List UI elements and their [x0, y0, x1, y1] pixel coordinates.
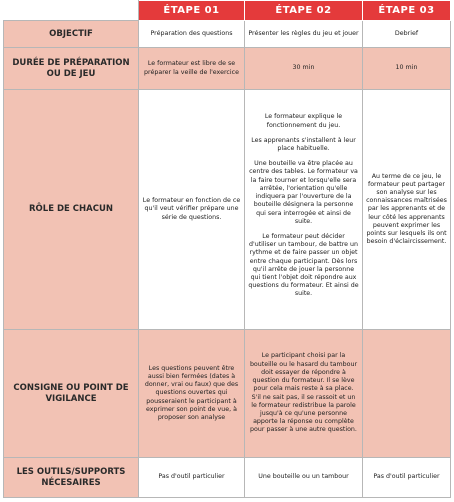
training-game-table [3, 0, 451, 498]
row-objectif [4, 21, 451, 48]
role-etape-02-paragraph-4: Le formateur peut décider d'utiliser un tambour, de battre un rythme et de faire passer un objet entre chaque participant. Dès lors qu'il arrête de jouer la personne qui tient l'objet doit répondre aux questions du formateur. Et ainsi de suite. [248, 232, 359, 298]
cell-role-etape-01: Le formateur en fonction de ce qu'il veut vérifier prépare une série de questions. [139, 90, 245, 330]
header-etape-03: ÉTAPE 03 [363, 1, 451, 21]
role-etape-02-paragraph-3: Une bouteille va être placée au centre des tables. Le formateur va la faire tourner et lorsqu'elle sera arrêtée, l'orientation qu'elle indiquera par l'ouverture de la bouteille désignera la personne qui sera interrogée et ainsi de suite. [249, 160, 358, 225]
cell-duree-etape-02: 30 min [245, 48, 363, 90]
cell-outils-etape-03: Pas d'outil particulier [363, 458, 451, 498]
cell-objectif-etape-02: Présenter les règles du jeu et jouer [245, 21, 363, 48]
cell-role-etape-03: Au terme de ce jeu, le formateur peut partager son analyse sur les connaissances maîtrisées par les apprenants et de leur côté les apprenants peuvent exprimer les points sur lesquels ils ont besoin d'éclaircissement. [363, 90, 451, 330]
cell-consigne-etape-03 [363, 330, 451, 458]
cell-consigne-etape-01: Les questions peuvent être aussi bien fermées (dates à donner, vrai ou faux) que des questions ouvertes qui pousseraient le participant à exprimer son point de vue, à proposer son analyse [139, 330, 245, 458]
role-etape-02-paragraph-2: Les apprenants s'installent à leur place habituelle. [251, 136, 356, 153]
row-label-duree: DURÉE DE PRÉPARATION OU DE JEU [4, 48, 139, 90]
cell-duree-etape-01: Le formateur est libre de se préparer la veille de l'exercice [139, 48, 245, 90]
row-consigne [4, 330, 451, 458]
role-etape-02-paragraph-1: Le formateur explique le fonctionnement du jeu. [264, 113, 343, 129]
header-corner [4, 1, 139, 21]
row-label-role: RÔLE DE CHACUN [4, 90, 139, 330]
training-game-table-frame [3, 0, 450, 498]
cell-objectif-etape-03: Debrief [363, 21, 451, 48]
cell-objectif-etape-01: Préparation des questions [139, 21, 245, 48]
row-role [4, 90, 451, 330]
header-etape-01: ÉTAPE 01 [139, 1, 245, 21]
row-outils [4, 458, 451, 498]
cell-outils-etape-02: Une bouteille ou un tambour [245, 458, 363, 498]
row-label-outils: LES OUTILS/SUPPORTS NÉCESAIRES [4, 458, 139, 498]
cell-outils-etape-01: Pas d'outil particulier [139, 458, 245, 498]
header-row [4, 1, 451, 21]
row-label-objectif: OBJECTIF [4, 21, 139, 48]
row-duree [4, 48, 451, 90]
cell-consigne-etape-02: Le participant choisi par la bouteille ou le hasard du tambour doit essayer de répondre à question du formateur. Il se lève pour cela mais reste à sa place. S'il ne sait pas, il se rassoit et un le formateur redistribue la parole jusqu'à ce qu'une personne apporte la réponse ou complète pour passer à une autre question. [245, 330, 363, 458]
cell-role-etape-02 [245, 90, 363, 330]
cell-duree-etape-03: 10 min [363, 48, 451, 90]
header-etape-02: ÉTAPE 02 [245, 1, 363, 21]
row-label-consigne: CONSIGNE OU POINT DE VIGILANCE [4, 330, 139, 458]
